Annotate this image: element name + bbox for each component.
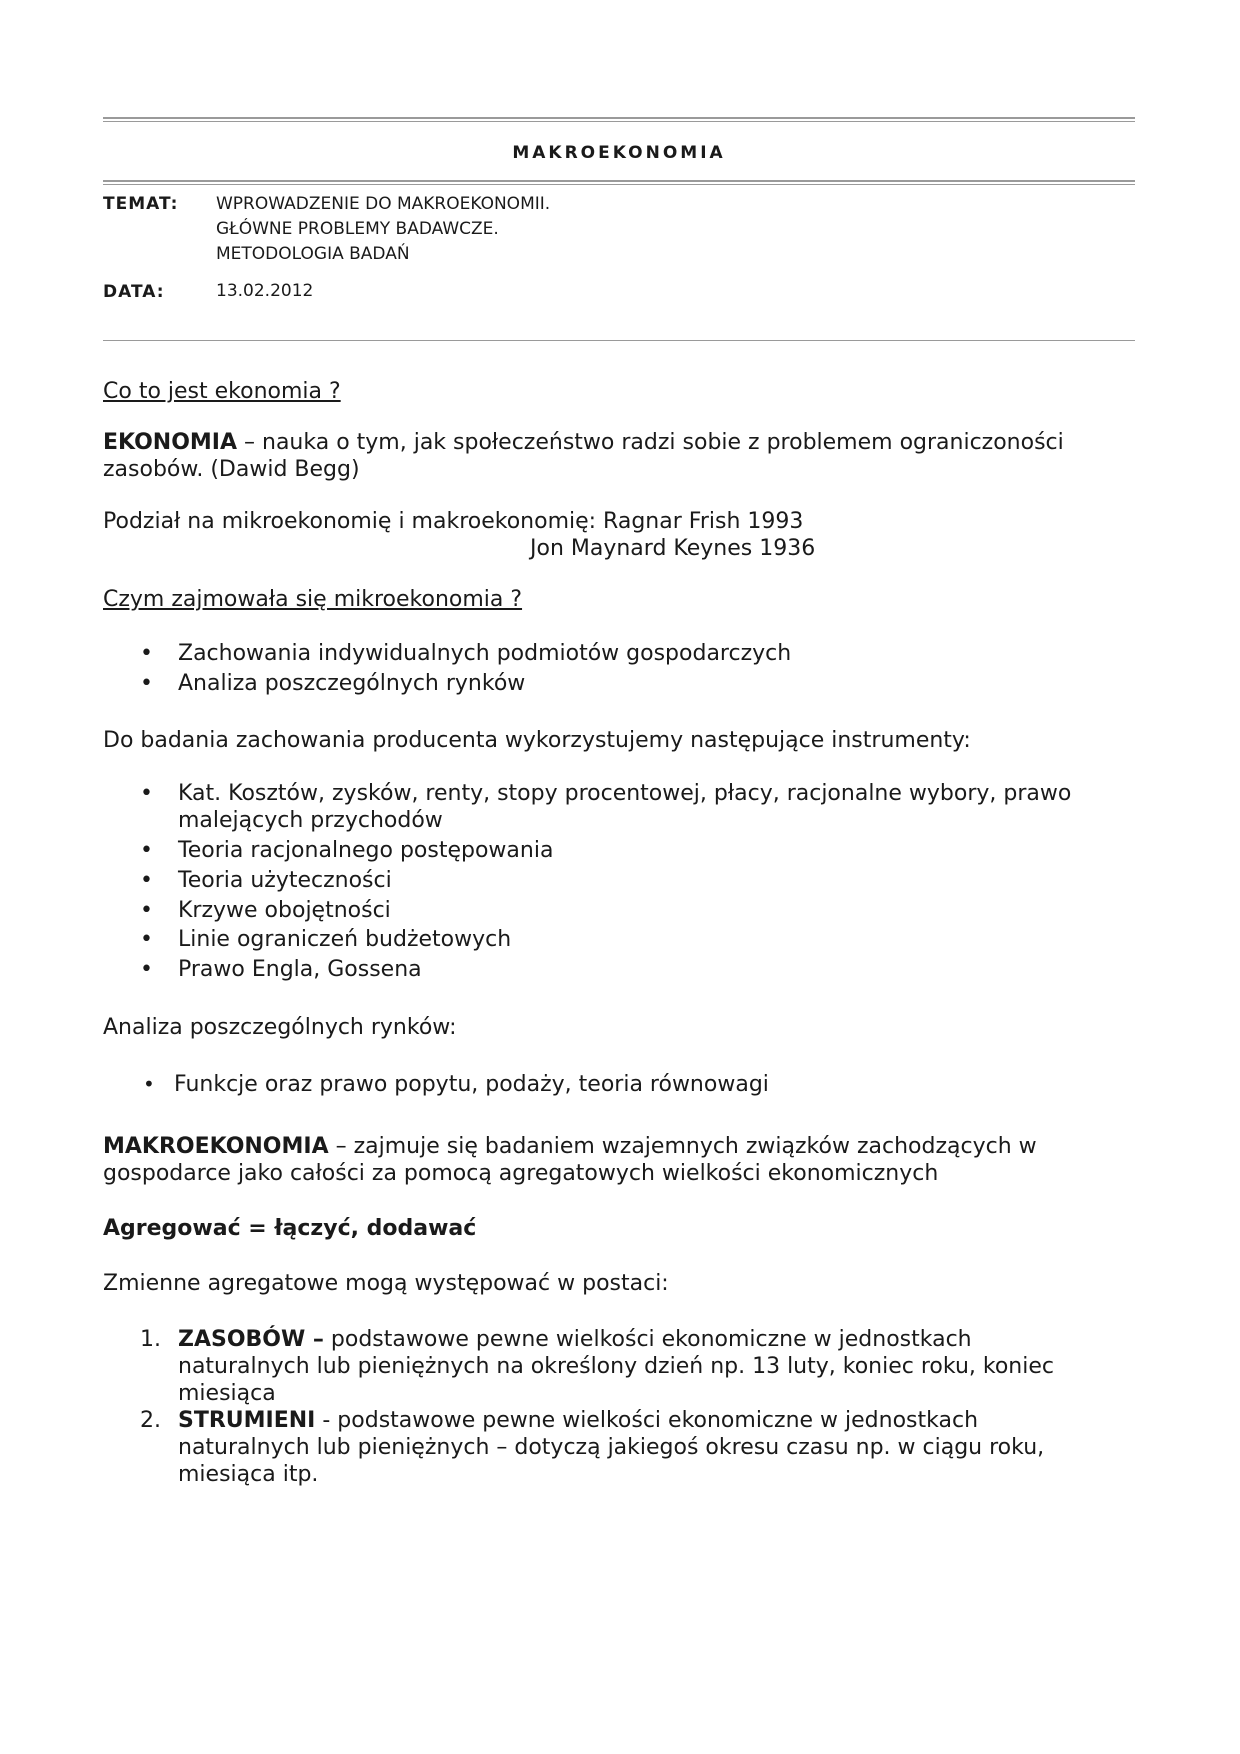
numbered-item-continued: miesiąca — [178, 1381, 276, 1406]
list-item: Analiza poszczególnych rynków — [178, 671, 526, 696]
data-label: DATA: — [103, 282, 165, 302]
definition-makroekonomia — [103, 1133, 1133, 1160]
bullet-icon: • — [140, 781, 153, 806]
numbered-term: ZASOBÓW – — [178, 1327, 324, 1352]
numbered-item-continued: naturalnych lub pieniężnych – dotyczą jakiegoś okresu czasu np. w ciągu roku, — [178, 1435, 1045, 1460]
numbered-term: STRUMIENI — [178, 1408, 316, 1433]
list-item: Kat. Kosztów, zysków, renty, stopy procentowej, płacy, racjonalne wybory, prawo — [178, 781, 1072, 806]
temat-line: METODOLOGIA BADAŃ — [216, 244, 410, 264]
definition-ekonomia — [103, 429, 1133, 456]
header-rule-bottom — [103, 340, 1135, 341]
definition-text-continued: zasobów. (Dawid Begg) — [103, 457, 360, 482]
list-item: Prawo Engla, Gossena — [178, 957, 422, 982]
list-item: Krzywe obojętności — [178, 898, 391, 923]
temat-label: TEMAT: — [103, 194, 179, 214]
list-item: Teoria racjonalnego postępowania — [178, 838, 554, 863]
bullet-icon: • — [140, 641, 153, 666]
definition-text-continued: gospodarce jako całości za pomocą agregatowych wielkości ekonomicznych — [103, 1161, 939, 1186]
division-line: Podział na mikroekonomię i makroekonomię: Ragnar Frish 1993 — [103, 509, 804, 534]
list-item: Linie ograniczeń budżetowych — [178, 927, 512, 952]
bullet-icon: • — [140, 927, 153, 952]
temat-line: GŁÓWNE PROBLEMY BADAWCZE. — [216, 219, 499, 239]
list-item: Teoria użyteczności — [178, 868, 392, 893]
list-number: 1. — [140, 1327, 161, 1352]
temat-line: WPROWADZENIE DO MAKROEKONOMII. — [216, 194, 551, 214]
question-heading: Co to jest ekonomia ? — [103, 379, 341, 404]
bullet-icon: • — [140, 898, 153, 923]
list-item-continued: malejących przychodów — [178, 808, 443, 833]
paragraph: Zmienne agregatowe mogą występować w postaci: — [103, 1271, 669, 1296]
header-rule-top-2 — [103, 121, 1135, 122]
header-rule-mid-2 — [103, 184, 1135, 185]
definition-text: – nauka o tym, jak społeczeństwo radzi sobie z problemem ograniczoności — [237, 430, 1064, 455]
numbered-text: podstawowe pewne wielkości ekonomiczne w jednostkach — [323, 1327, 972, 1352]
numbered-item-continued: naturalnych lub pieniężnych na określony dzień np. 13 luty, koniec roku, koniec — [178, 1354, 1054, 1379]
aggregate-definition: Agregować = łączyć, dodawać — [103, 1216, 477, 1241]
definition-text: – zajmuje się badaniem wzajemnych związków zachodzących w — [328, 1134, 1037, 1159]
list-number: 2. — [140, 1408, 161, 1433]
document-title: MAKROEKONOMIA — [512, 143, 726, 163]
paragraph: Analiza poszczególnych rynków: — [103, 1015, 457, 1040]
bullet-icon: • — [140, 671, 153, 696]
numbered-text: - podstawowe pewne wielkości ekonomiczne w jednostkach — [315, 1408, 979, 1433]
date-value: 13.02.2012 — [216, 281, 314, 301]
bullet-icon: • — [140, 957, 153, 982]
header-rule-mid-1 — [103, 180, 1135, 182]
definition-term: EKONOMIA — [103, 430, 238, 455]
list-item: Zachowania indywidualnych podmiotów gospodarczych — [178, 641, 792, 666]
numbered-item — [178, 1326, 1138, 1353]
numbered-item — [178, 1407, 1138, 1434]
bullet-icon: • — [140, 838, 153, 863]
paragraph: Do badania zachowania producenta wykorzystujemy następujące instrumenty: — [103, 728, 971, 753]
list-item: Funkcje oraz prawo popytu, podaży, teoria równowagi — [174, 1072, 769, 1097]
bullet-icon: • — [143, 1072, 155, 1096]
definition-term: MAKROEKONOMIA — [103, 1134, 329, 1159]
question-heading: Czym zajmowała się mikroekonomia ? — [103, 587, 523, 612]
bullet-icon: • — [140, 868, 153, 893]
division-line: Jon Maynard Keynes 1936 — [530, 536, 816, 561]
numbered-item-continued: miesiąca itp. — [178, 1462, 319, 1487]
header-rule-top-1 — [103, 117, 1135, 119]
